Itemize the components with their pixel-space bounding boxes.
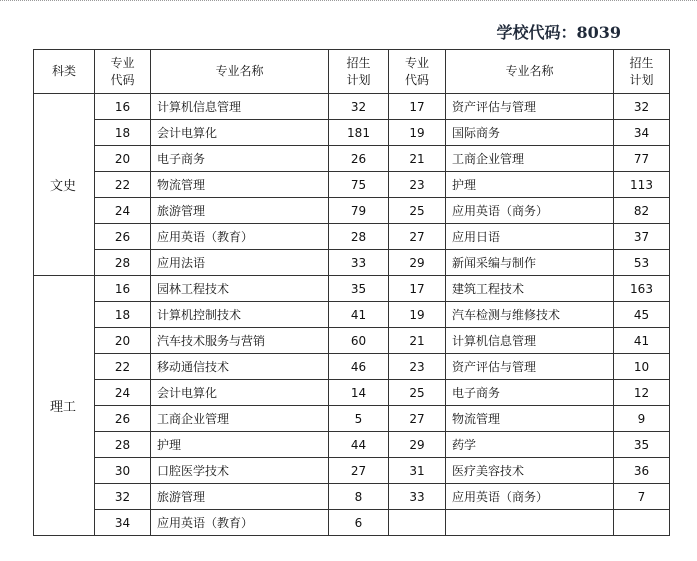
- plan-count-cell: 27: [329, 458, 389, 484]
- major-name-cell: 口腔医学技术: [151, 458, 329, 484]
- major-code-cell: 34: [95, 510, 151, 536]
- header-plan-2: [614, 50, 670, 94]
- major-name-cell: 工商企业管理: [151, 406, 329, 432]
- table-row: [34, 94, 670, 120]
- major-code-cell: 24: [95, 380, 151, 406]
- plan-count-cell: 10: [614, 354, 670, 380]
- plan-count-cell: 41: [329, 302, 389, 328]
- major-code-cell: 20: [95, 146, 151, 172]
- major-name-cell: 应用英语（商务）: [446, 484, 614, 510]
- table-row: [34, 458, 670, 484]
- plan-count-cell: 35: [614, 432, 670, 458]
- plan-count-cell: 28: [329, 224, 389, 250]
- plan-count-cell: 181: [329, 120, 389, 146]
- major-name-cell: 应用英语（商务）: [446, 198, 614, 224]
- plan-count-cell: 82: [614, 198, 670, 224]
- table-row: [34, 406, 670, 432]
- major-name-cell: 新闻采编与制作: [446, 250, 614, 276]
- major-code-cell: 31: [389, 458, 446, 484]
- plan-count-cell: 6: [329, 510, 389, 536]
- major-name-cell: 计算机信息管理: [446, 328, 614, 354]
- major-code-cell: 22: [95, 172, 151, 198]
- page-top-rule: [0, 0, 697, 1]
- table-body: [34, 94, 670, 536]
- plan-count-cell: 113: [614, 172, 670, 198]
- major-code-cell: 26: [95, 406, 151, 432]
- category-cell: 理工: [34, 276, 95, 536]
- table-row: [34, 120, 670, 146]
- major-name-cell: 工商企业管理: [446, 146, 614, 172]
- plan-count-cell: 79: [329, 198, 389, 224]
- major-code-cell: 21: [389, 328, 446, 354]
- plan-count-cell: [614, 510, 670, 536]
- plan-count-cell: 41: [614, 328, 670, 354]
- header-name: 专业名称: [151, 50, 329, 94]
- major-name-cell: 会计电算化: [151, 380, 329, 406]
- major-code-cell: 18: [95, 120, 151, 146]
- major-code-cell: 19: [389, 120, 446, 146]
- major-code-cell: 22: [95, 354, 151, 380]
- major-code-cell: 23: [389, 172, 446, 198]
- major-code-cell: 18: [95, 302, 151, 328]
- major-name-cell: 应用英语（教育）: [151, 510, 329, 536]
- major-name-cell: 医疗美容技术: [446, 458, 614, 484]
- major-code-cell: 17: [389, 94, 446, 120]
- major-name-cell: 国际商务: [446, 120, 614, 146]
- plan-count-cell: 77: [614, 146, 670, 172]
- plan-count-cell: 5: [329, 406, 389, 432]
- plan-count-cell: 8: [329, 484, 389, 510]
- major-code-cell: 17: [389, 276, 446, 302]
- plan-count-cell: 32: [614, 94, 670, 120]
- major-code-cell: 19: [389, 302, 446, 328]
- major-name-cell: 计算机信息管理: [151, 94, 329, 120]
- major-name-cell: 旅游管理: [151, 198, 329, 224]
- major-name-cell: 汽车技术服务与营销: [151, 328, 329, 354]
- major-name-cell: 应用英语（教育）: [151, 224, 329, 250]
- major-name-cell: 计算机控制技术: [151, 302, 329, 328]
- table-row: [34, 198, 670, 224]
- plan-count-cell: 45: [614, 302, 670, 328]
- major-code-cell: 30: [95, 458, 151, 484]
- major-name-cell: 护理: [151, 432, 329, 458]
- table-row: [34, 276, 670, 302]
- major-code-cell: 28: [95, 250, 151, 276]
- school-code-heading: 学校代码：8039: [496, 23, 621, 42]
- table-row: [34, 224, 670, 250]
- major-code-cell: 29: [389, 250, 446, 276]
- major-name-cell: 资产评估与管理: [446, 94, 614, 120]
- header-name-2: 专业名称: [446, 50, 614, 94]
- plan-count-cell: 26: [329, 146, 389, 172]
- major-name-cell: 电子商务: [446, 380, 614, 406]
- plan-count-cell: 36: [614, 458, 670, 484]
- major-code-cell: 25: [389, 380, 446, 406]
- major-code-cell: 32: [95, 484, 151, 510]
- plan-count-cell: 75: [329, 172, 389, 198]
- table-header-row: [34, 50, 670, 94]
- plan-count-cell: 163: [614, 276, 670, 302]
- major-code-cell: 28: [95, 432, 151, 458]
- major-name-cell: 电子商务: [151, 146, 329, 172]
- plan-count-cell: 53: [614, 250, 670, 276]
- table-row: [34, 510, 670, 536]
- header-plan-2-text: 招生计划: [629, 55, 654, 87]
- plan-count-cell: 37: [614, 224, 670, 250]
- table-row: [34, 432, 670, 458]
- table-row: [34, 484, 670, 510]
- major-name-cell: 物流管理: [151, 172, 329, 198]
- major-code-cell: 16: [95, 94, 151, 120]
- table-row: [34, 380, 670, 406]
- table-row: [34, 328, 670, 354]
- major-name-cell: 药学: [446, 432, 614, 458]
- major-code-cell: 16: [95, 276, 151, 302]
- plan-count-cell: 14: [329, 380, 389, 406]
- plan-count-cell: 9: [614, 406, 670, 432]
- major-name-cell: 园林工程技术: [151, 276, 329, 302]
- header-code-2-text: 专业代码: [404, 55, 429, 87]
- header-code-text: 专业代码: [110, 55, 135, 87]
- header-category: 科类: [34, 50, 95, 94]
- major-code-cell: 29: [389, 432, 446, 458]
- major-name-cell: 会计电算化: [151, 120, 329, 146]
- major-name-cell: 物流管理: [446, 406, 614, 432]
- plan-count-cell: 12: [614, 380, 670, 406]
- major-code-cell: 27: [389, 224, 446, 250]
- header-plan: [329, 50, 389, 94]
- major-code-cell: 23: [389, 354, 446, 380]
- major-code-cell: 21: [389, 146, 446, 172]
- table-row: [34, 354, 670, 380]
- plan-count-cell: 34: [614, 120, 670, 146]
- plan-count-cell: 35: [329, 276, 389, 302]
- table-row: [34, 302, 670, 328]
- major-name-cell: [446, 510, 614, 536]
- major-name-cell: 资产评估与管理: [446, 354, 614, 380]
- plan-count-cell: 44: [329, 432, 389, 458]
- table-row: [34, 172, 670, 198]
- header-code-2: [389, 50, 446, 94]
- header-code: [95, 50, 151, 94]
- enrollment-plan-table: [33, 49, 670, 536]
- major-code-cell: 24: [95, 198, 151, 224]
- plan-count-cell: 7: [614, 484, 670, 510]
- major-code-cell: 26: [95, 224, 151, 250]
- category-cell: 文史: [34, 94, 95, 276]
- table-row: [34, 250, 670, 276]
- plan-count-cell: 33: [329, 250, 389, 276]
- major-name-cell: 应用法语: [151, 250, 329, 276]
- major-code-cell: 20: [95, 328, 151, 354]
- major-code-cell: 27: [389, 406, 446, 432]
- major-code-cell: 33: [389, 484, 446, 510]
- major-name-cell: 旅游管理: [151, 484, 329, 510]
- major-name-cell: 建筑工程技术: [446, 276, 614, 302]
- major-code-cell: [389, 510, 446, 536]
- major-name-cell: 汽车检测与维修技术: [446, 302, 614, 328]
- major-name-cell: 护理: [446, 172, 614, 198]
- major-code-cell: 25: [389, 198, 446, 224]
- header-plan-text: 招生计划: [346, 55, 371, 87]
- major-name-cell: 应用日语: [446, 224, 614, 250]
- plan-count-cell: 60: [329, 328, 389, 354]
- plan-count-cell: 46: [329, 354, 389, 380]
- major-name-cell: 移动通信技术: [151, 354, 329, 380]
- table-row: [34, 146, 670, 172]
- plan-count-cell: 32: [329, 94, 389, 120]
